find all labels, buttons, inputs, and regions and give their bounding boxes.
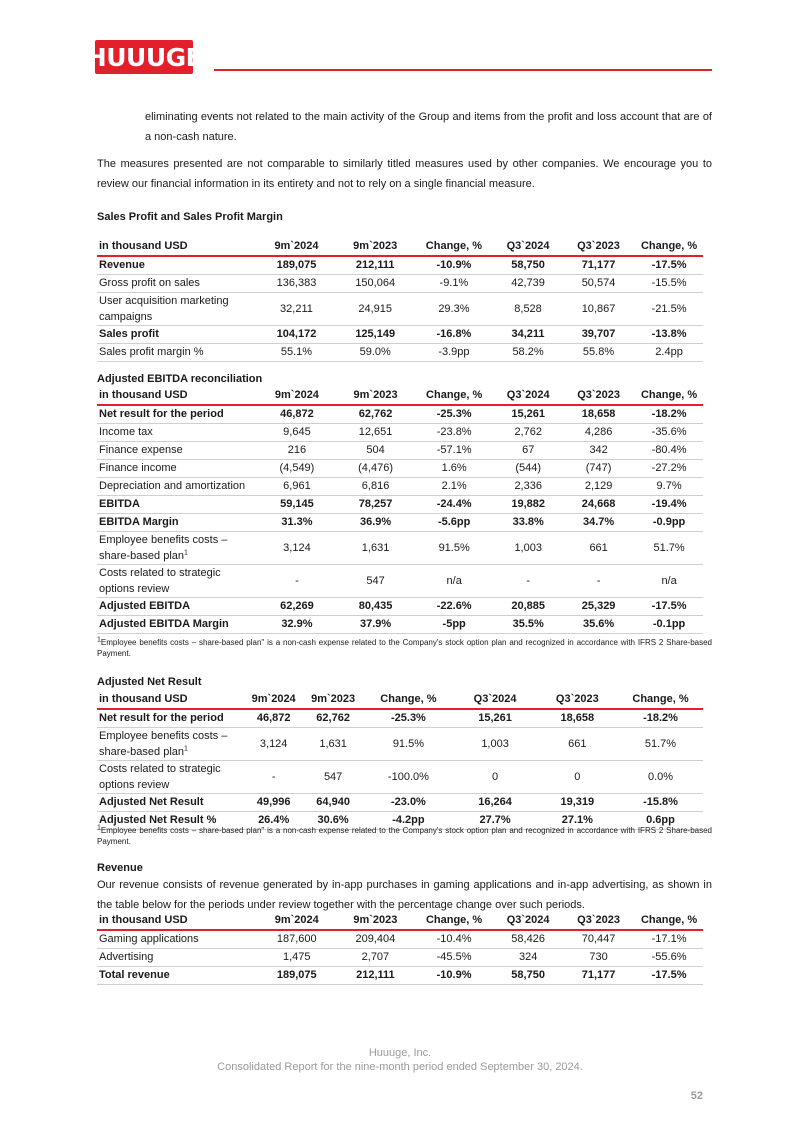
table-row (97, 256, 703, 274)
sales-profit-table (97, 236, 703, 362)
row-label: Total revenue (97, 966, 256, 984)
revenue-table (97, 910, 703, 985)
table-cell: 19,882 (494, 495, 562, 513)
table-cell: 59.0% (337, 343, 414, 361)
table-cell: 1,631 (303, 727, 363, 760)
table-cell: 189,075 (256, 256, 337, 274)
table-cell: 4,286 (562, 423, 635, 441)
table-cell: - (257, 564, 337, 597)
table-cell: 730 (562, 948, 635, 966)
table-cell: 2,129 (562, 477, 635, 495)
table-cell: 661 (562, 531, 635, 564)
table-cell: 189,075 (256, 966, 336, 984)
row-label: Advertising (97, 948, 256, 966)
table-cell: n/a (635, 564, 703, 597)
table-cell: 1.6% (414, 459, 494, 477)
ebitda-footnote: $^1$Employee benefits costs – share-based plan" is a non-cash expense related to the Company's stock option plan and recognized in accordance with IFRS 2 Share-based Payment. (97, 636, 712, 658)
table-cell: -16.8% (414, 325, 494, 343)
table-cell: -100.0% (363, 760, 453, 793)
adj-net-table (97, 689, 703, 830)
table-cell: -23.8% (414, 423, 494, 441)
row-label: User acquisition marketing campaigns (97, 292, 256, 325)
table-cell: 58,426 (494, 930, 562, 948)
table-cell: 67 (494, 441, 562, 459)
table-cell: 9.7% (635, 477, 703, 495)
table-cell: 27.1% (537, 811, 618, 829)
table-cell: 30.6% (303, 811, 363, 829)
table-cell: 35.6% (562, 615, 635, 633)
table-cell: 16,264 (454, 793, 537, 811)
table-cell: 0 (537, 760, 618, 793)
row-label: Employee benefits costs – share-based plan$^1$ (97, 727, 244, 760)
table-cell: -15.8% (618, 793, 703, 811)
table-cell: 212,111 (337, 966, 414, 984)
footer-report: Consolidated Report for the nine-month period ended September 30, 2024. (217, 1061, 583, 1073)
table-cell: 2.1% (414, 477, 494, 495)
table-cell: n/a (414, 564, 494, 597)
column-header: Q3`2024 (494, 236, 562, 256)
table-cell: 62,762 (337, 405, 414, 423)
table-cell: 661 (537, 727, 618, 760)
table-cell: 216 (257, 441, 337, 459)
table-cell: 42,739 (494, 274, 562, 292)
table-header-row (97, 236, 703, 256)
table-row (97, 274, 703, 292)
table-cell: 91.5% (363, 727, 453, 760)
table-cell: 10,867 (562, 292, 635, 325)
table-cell: -19.4% (635, 495, 703, 513)
table-cell: 55.1% (256, 343, 337, 361)
table-cell: -13.8% (635, 325, 703, 343)
column-header: in thousand USD (97, 236, 256, 256)
table-cell: -10.4% (414, 930, 494, 948)
table-cell: 31.3% (257, 513, 337, 531)
table-cell: 0 (454, 760, 537, 793)
row-label: Revenue (97, 256, 256, 274)
table-cell: 8,528 (494, 292, 562, 325)
row-label: Adjusted Net Result (97, 793, 244, 811)
table-cell: 24,668 (562, 495, 635, 513)
column-header: Q3`2024 (454, 689, 537, 709)
table-cell: 0.6pp (618, 811, 703, 829)
row-label: Net result for the period (97, 405, 257, 423)
table-cell: 91.5% (414, 531, 494, 564)
row-label: Income tax (97, 423, 257, 441)
row-label: Adjusted EBITDA Margin (97, 615, 257, 633)
table-cell: 15,261 (494, 405, 562, 423)
column-header: Change, % (618, 689, 703, 709)
column-header: 9m`2024 (257, 385, 337, 405)
table-row (97, 727, 703, 760)
table-cell: 80,435 (337, 597, 414, 615)
table-cell: 71,177 (562, 966, 635, 984)
table-cell: -17.1% (635, 930, 703, 948)
table-cell: 2.4pp (635, 343, 703, 361)
table-cell: 64,940 (303, 793, 363, 811)
table-cell: -25.3% (363, 709, 453, 727)
table-cell: 547 (303, 760, 363, 793)
sales-profit-title: Sales Profit and Sales Profit Margin (97, 211, 283, 223)
table-cell: 212,111 (337, 256, 414, 274)
row-label: Costs related to strategic options review (97, 564, 257, 597)
table-cell: -55.6% (635, 948, 703, 966)
table-cell: 187,600 (256, 930, 336, 948)
header-rule (214, 69, 712, 71)
column-header: Q3`2023 (562, 236, 635, 256)
table-row (97, 615, 703, 633)
row-label: Adjusted Net Result % (97, 811, 244, 829)
table-cell: 1,631 (337, 531, 414, 564)
table-cell: 2,336 (494, 477, 562, 495)
table-cell: 51.7% (618, 727, 703, 760)
table-header-row (97, 385, 703, 405)
table-cell: 324 (494, 948, 562, 966)
intro-paragraph: The measures presented are not comparable to similarly titled measures used by other companies. We encourage you to review our financial information in its entirety and not to rely on a single financial measure. (97, 158, 712, 190)
table-row (97, 564, 703, 597)
column-header: Change, % (635, 236, 703, 256)
table-cell: -0.1pp (635, 615, 703, 633)
table-cell: 34.7% (562, 513, 635, 531)
adj-net-title: Adjusted Net Result (97, 676, 202, 688)
table-cell: 36.9% (337, 513, 414, 531)
table-cell: (4,476) (337, 459, 414, 477)
table-cell: 342 (562, 441, 635, 459)
table-cell: 50,574 (562, 274, 635, 292)
table-cell: 1,475 (256, 948, 336, 966)
column-header: 9m`2024 (244, 689, 303, 709)
table-row (97, 441, 703, 459)
column-header: Change, % (414, 236, 494, 256)
table-cell: -10.9% (414, 256, 494, 274)
table-cell: -17.5% (635, 966, 703, 984)
footnote-marker: 1 (184, 744, 188, 752)
table-cell: 25,329 (562, 597, 635, 615)
table-cell: 62,269 (257, 597, 337, 615)
footnote-marker: 1 (184, 548, 188, 556)
table-row (97, 597, 703, 615)
table-cell: -22.6% (414, 597, 494, 615)
table-cell: 0.0% (618, 760, 703, 793)
column-header: Q3`2023 (562, 385, 635, 405)
row-label: Sales profit margin % (97, 343, 256, 361)
table-cell: -21.5% (635, 292, 703, 325)
table-cell: -45.5% (414, 948, 494, 966)
revenue-title: Revenue (97, 862, 143, 874)
table-cell: -17.5% (635, 597, 703, 615)
column-header: Q3`2023 (537, 689, 618, 709)
column-header: Q3`2023 (562, 910, 635, 930)
huuuge-logo: HUUUGE (95, 40, 193, 74)
table-header-row (97, 689, 703, 709)
column-header: Change, % (414, 910, 494, 930)
footer-company: Huuuge, Inc. (368, 1047, 432, 1059)
table-cell: 1,003 (494, 531, 562, 564)
table-cell: 1,003 (454, 727, 537, 760)
table-cell: 9,645 (257, 423, 337, 441)
table-cell: 35.5% (494, 615, 562, 633)
table-row (97, 948, 703, 966)
table-cell: 55.8% (562, 343, 635, 361)
table-cell: - (494, 564, 562, 597)
table-cell: - (244, 760, 303, 793)
row-label: Gross profit on sales (97, 274, 256, 292)
table-cell: 547 (337, 564, 414, 597)
table-cell: 24,915 (337, 292, 414, 325)
table-cell: 26.4% (244, 811, 303, 829)
table-cell: -35.6% (635, 423, 703, 441)
table-cell: 125,149 (337, 325, 414, 343)
table-row (97, 495, 703, 513)
table-cell: 3,124 (244, 727, 303, 760)
row-label: EBITDA (97, 495, 257, 513)
row-label: Finance expense (97, 441, 257, 459)
table-row (97, 292, 703, 325)
table-header-row (97, 910, 703, 930)
column-header: Change, % (635, 910, 703, 930)
table-cell: 78,257 (337, 495, 414, 513)
table-cell: 34,211 (494, 325, 562, 343)
column-header: Change, % (414, 385, 494, 405)
page-number: 52 (690, 1090, 703, 1102)
column-header: Q3`2024 (494, 910, 562, 930)
column-header: 9m`2023 (303, 689, 363, 709)
table-cell: (747) (562, 459, 635, 477)
row-label: Sales profit (97, 325, 256, 343)
revenue-paragraph: Our revenue consists of revenue generated by in-app purchases in gaming applications and in-app advertising, as shown in the table below for the periods under review together with the percentage change over such periods. (97, 879, 712, 911)
table-cell: -57.1% (414, 441, 494, 459)
column-header: Q3`2024 (494, 385, 562, 405)
row-label: Costs related to strategic options review (97, 760, 244, 793)
table-cell: 29.3% (414, 292, 494, 325)
table-cell: -9.1% (414, 274, 494, 292)
row-label: Finance income (97, 459, 257, 477)
table-cell: 27.7% (454, 811, 537, 829)
table-cell: 2,762 (494, 423, 562, 441)
table-cell: 12,651 (337, 423, 414, 441)
table-row (97, 793, 703, 811)
column-header: 9m`2023 (337, 910, 414, 930)
table-cell: -18.2% (618, 709, 703, 727)
table-row (97, 343, 703, 361)
table-cell: 15,261 (454, 709, 537, 727)
table-cell: 136,383 (256, 274, 337, 292)
column-header: 9m`2023 (337, 236, 414, 256)
table-cell: -15.5% (635, 274, 703, 292)
bullet-continuation: eliminating events not related to the main activity of the Group and items from the profit and loss account that are of a non-cash nature. (145, 111, 712, 143)
column-header: 9m`2024 (256, 236, 337, 256)
table-cell: (544) (494, 459, 562, 477)
table-cell: 20,885 (494, 597, 562, 615)
table-row (97, 760, 703, 793)
table-cell: 150,064 (337, 274, 414, 292)
table-cell: 504 (337, 441, 414, 459)
column-header: 9m`2024 (256, 910, 336, 930)
table-row (97, 325, 703, 343)
table-cell: 71,177 (562, 256, 635, 274)
table-cell: 37.9% (337, 615, 414, 633)
table-cell: (4,549) (257, 459, 337, 477)
table-cell: -10.9% (414, 966, 494, 984)
table-cell: - (562, 564, 635, 597)
table-cell: 58,750 (494, 256, 562, 274)
table-cell: 46,872 (257, 405, 337, 423)
table-cell: -27.2% (635, 459, 703, 477)
row-label: Gaming applications (97, 930, 256, 948)
table-row (97, 459, 703, 477)
table-row (97, 405, 703, 423)
table-cell: 3,124 (257, 531, 337, 564)
table-cell: -3.9pp (414, 343, 494, 361)
table-cell: 32.9% (257, 615, 337, 633)
row-label: EBITDA Margin (97, 513, 257, 531)
table-cell: -5pp (414, 615, 494, 633)
table-cell: 209,404 (337, 930, 414, 948)
ebitda-title: Adjusted EBITDA reconciliation (97, 373, 263, 385)
table-cell: -18.2% (635, 405, 703, 423)
row-label: Net result for the period (97, 709, 244, 727)
table-cell: 58.2% (494, 343, 562, 361)
table-cell: 70,447 (562, 930, 635, 948)
column-header: Change, % (363, 689, 453, 709)
table-cell: 62,762 (303, 709, 363, 727)
table-cell: -80.4% (635, 441, 703, 459)
table-cell: -23.0% (363, 793, 453, 811)
column-header: 9m`2023 (337, 385, 414, 405)
table-cell: -4.2pp (363, 811, 453, 829)
column-header: in thousand USD (97, 910, 256, 930)
table-cell: -25.3% (414, 405, 494, 423)
table-cell: 6,961 (257, 477, 337, 495)
table-row (97, 966, 703, 984)
table-cell: 6,816 (337, 477, 414, 495)
table-cell: 33.8% (494, 513, 562, 531)
table-row (97, 423, 703, 441)
table-cell: 104,172 (256, 325, 337, 343)
table-cell: -5.6pp (414, 513, 494, 531)
column-header: in thousand USD (97, 385, 257, 405)
ebitda-table (97, 385, 703, 634)
table-cell: 18,658 (562, 405, 635, 423)
table-cell: 59,145 (257, 495, 337, 513)
row-label: Depreciation and amortization (97, 477, 257, 495)
table-cell: 2,707 (337, 948, 414, 966)
table-cell: 18,658 (537, 709, 618, 727)
row-label: Adjusted EBITDA (97, 597, 257, 615)
table-row (97, 709, 703, 727)
table-cell: 51.7% (635, 531, 703, 564)
table-row (97, 477, 703, 495)
table-cell: 32,211 (256, 292, 337, 325)
table-cell: 46,872 (244, 709, 303, 727)
column-header: Change, % (635, 385, 703, 405)
table-cell: -17.5% (635, 256, 703, 274)
table-row (97, 513, 703, 531)
table-row (97, 930, 703, 948)
table-cell: -24.4% (414, 495, 494, 513)
table-cell: 39,707 (562, 325, 635, 343)
table-row (97, 531, 703, 564)
table-cell: 49,996 (244, 793, 303, 811)
row-label: Employee benefits costs – share-based plan$^1$ (97, 531, 257, 564)
adj-net-footnote: $^1$Employee benefits costs – share-based plan" is a non-cash expense related to the Company's stock option plan and recognized in accordance with IFRS 2 Share-based Payment. (97, 824, 712, 846)
table-cell: 58,750 (494, 966, 562, 984)
column-header: in thousand USD (97, 689, 244, 709)
table-cell: 19,319 (537, 793, 618, 811)
table-cell: -0.9pp (635, 513, 703, 531)
